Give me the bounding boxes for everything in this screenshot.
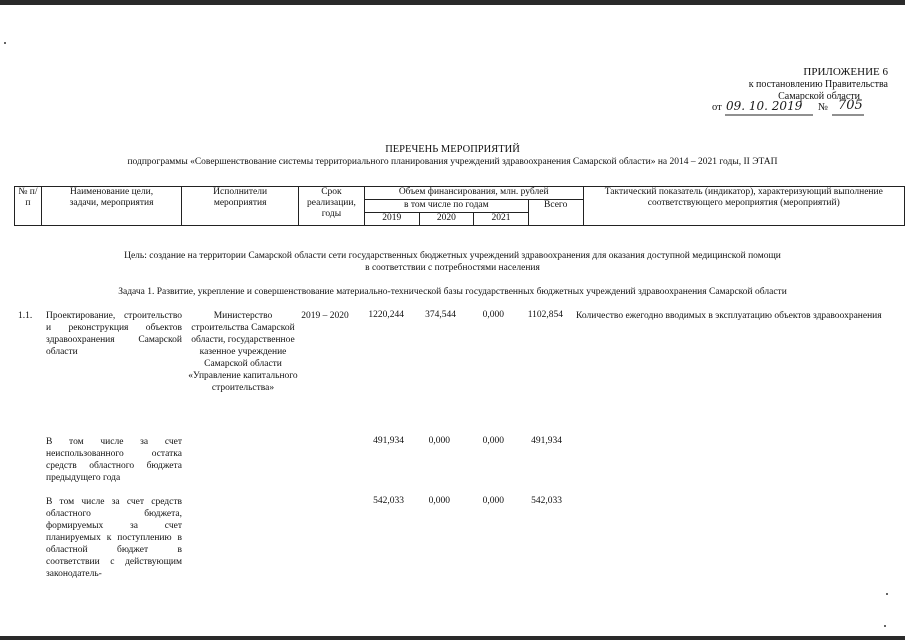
scan-speck <box>884 625 886 627</box>
goal-line-1: Цель: создание на территории Самарской области сети государственных бюджетных учреждений здравоохранения для оказания доступной медицинской помощи <box>124 251 781 261</box>
row-term: 2019 – 2020 <box>301 311 349 321</box>
document-subtitle: подпрограммы «Совершенствование системы территориального планирования учреждений здравоохранения Самарской области» на 2014 – 2021 годы, II ЭТАП <box>127 157 778 167</box>
header-term: Срок реализации, годы <box>299 187 365 226</box>
row-value-2021: 491,934 <box>531 436 562 446</box>
handwritten-date: 09. 10. 2019 <box>726 99 803 113</box>
goal-line-2: в соответствии с потребностями населения <box>365 263 540 273</box>
appendix-line2: Самарской области <box>778 91 860 102</box>
row-name: Проектирование, строительство и реконструкция объектов здравоохранения Самарской области <box>46 311 182 357</box>
row-name: В том числе за счет средств областного бюджета, формируемых за счет планируемых к поступлению в областной бюджет в соответствии с действующим законодатель- <box>46 497 182 579</box>
row-value-2019: 374,544 <box>425 310 456 320</box>
row-total: 491,934 <box>373 436 404 446</box>
from-label: от <box>712 102 722 113</box>
row-total: 1220,244 <box>368 310 404 320</box>
appendix-title: ПРИЛОЖЕНИЕ 6 <box>803 66 888 78</box>
document-title: ПЕРЕЧЕНЬ МЕРОПРИЯТИЙ <box>385 144 520 155</box>
scan-speck <box>4 42 6 44</box>
header-year-2020: 2020 <box>419 213 474 226</box>
row-value-2021: 542,033 <box>531 496 562 506</box>
number-underline <box>832 114 864 117</box>
row-value-2020: 0,000 <box>482 496 504 506</box>
row-number: 1.1. <box>18 311 33 321</box>
row-value-2020: 0,000 <box>482 310 504 320</box>
row-value-2020: 0,000 <box>482 436 504 446</box>
row-indicator: Количество ежегодно вводимых в эксплуатацию объектов здравоохранения <box>576 311 882 321</box>
header-name: Наименование цели, задачи, мероприятия <box>41 187 181 226</box>
table-header <box>14 186 905 226</box>
header-year-2019: 2019 <box>364 213 419 226</box>
appendix-line1: к постановлению Правительства <box>748 79 888 90</box>
row-name: В том числе за счет неиспользованного остатка средств областного бюджета предыдущего года <box>46 437 182 483</box>
handwritten-number: 705 <box>838 98 863 113</box>
scan-speck <box>886 593 888 595</box>
date-underline <box>725 114 813 117</box>
header-executor: Исполнители мероприятия <box>182 187 299 226</box>
row-total: 542,033 <box>373 496 404 506</box>
scan-border-bottom <box>0 636 905 640</box>
header-year-2021: 2021 <box>474 213 529 226</box>
header-num: № п/п <box>15 187 42 226</box>
row-executor: Министерство строительства Самарской области, государственное казенное учреждение Самарской области «Управление капитального строительства» <box>188 311 298 393</box>
task-text: Задача 1. Развитие, укрепление и совершенствование материально-технической базы государственных бюджетных учреждений здравоохранения Самарской области <box>118 287 787 297</box>
header-by-years: в том числе по годам <box>364 200 528 213</box>
number-label: № <box>818 102 829 113</box>
header-total: Всего <box>528 200 583 226</box>
scan-border-top <box>0 0 905 5</box>
header-funding: Объем финансирования, млн. рублей <box>364 187 583 200</box>
row-value-2019: 0,000 <box>428 436 450 446</box>
row-value-2021: 1102,854 <box>527 310 563 320</box>
appendix-signature-row <box>712 98 872 117</box>
row-value-2019: 0,000 <box>428 496 450 506</box>
header-indicator: Тактический показатель (индикатор), характеризующий выполнение соответствующего мероприятия (мероприятий) <box>583 187 904 226</box>
